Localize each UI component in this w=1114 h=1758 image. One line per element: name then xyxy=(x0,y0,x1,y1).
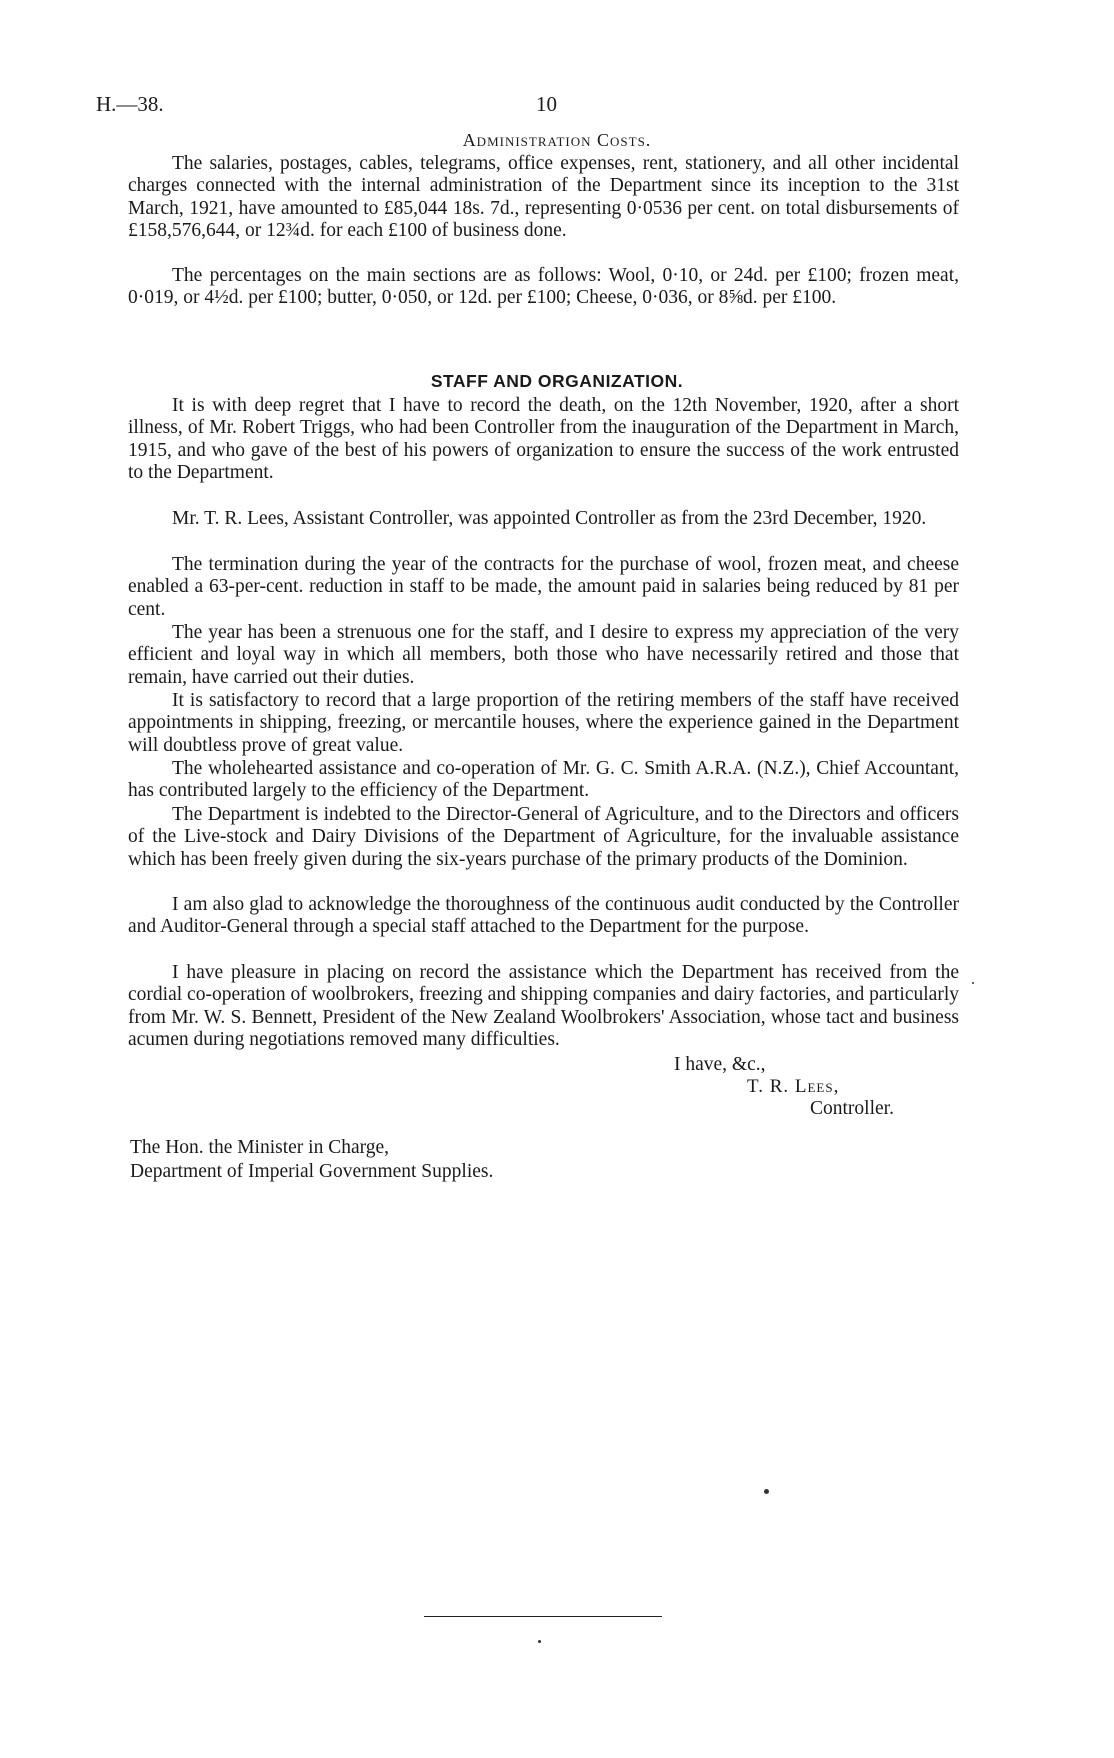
staff-paragraph-1: It is with deep regret that I have to record the death, on the 12th November, 1920, after a short illness, of Mr. Robert Triggs, who had been Controller from the inauguration of the Department in March, 1915, and who gave of the best of his powers of organization to ensure the success of the work entrusted to the Department. xyxy=(128,395,959,484)
page-number: 10 xyxy=(536,92,557,116)
staff-paragraph-5: It is satisfactory to record that a large proportion of the retiring members of the staff have received appointments in shipping, freezing, or mercantile houses, where the experience gained in the Department will doubtless prove of great value. xyxy=(128,690,959,756)
staff-organization-heading: STAFF AND ORGANIZATION. xyxy=(430,371,684,391)
print-speck xyxy=(972,982,974,984)
admin-paragraph-1: The salaries, postages, cables, telegrams, office expenses, rent, stationery, and all other incidental charges connected with the internal administration of the Department since its inception to the 31st March, 1921, have amounted to £85,044 18s. 7d., representing 0·0536 per cent. on total disbursements of £158,576,644, or 12¾d. for each £100 of business done. xyxy=(128,153,959,242)
running-header xyxy=(96,92,966,122)
staff-paragraph-4: The year has been a strenuous one for the staff, and I desire to express my appreciation of the very efficient and loyal way in which all members, both those who have necessarily retired and those that remain, have carried out their duties. xyxy=(128,622,959,688)
staff-paragraph-3: The termination during the year of the contracts for the purchase of wool, frozen meat, and cheese enabled a 63-per-cent. reduction in staff to be made, the amount paid in salaries being reduced by 81 per cent. xyxy=(128,554,959,620)
document-reference: H.—38. xyxy=(96,92,164,116)
staff-paragraph-9: I have pleasure in placing on record the assistance which the Department has received from the cordial co-operation of woolbrokers, freezing and shipping companies and dairy factories, and particularly from Mr. W. S. Bennett, President of the New Zealand Woolbrokers' Association, whose tact and business acumen during negotiations removed many difficulties. xyxy=(128,962,959,1051)
administration-costs-heading: Administration Costs. xyxy=(462,130,652,150)
staff-paragraph-6: The wholehearted assistance and co-operation of Mr. G. C. Smith A.R.A. (N.Z.), Chief Accountant, has contributed largely to the efficiency of the Department. xyxy=(128,758,959,802)
signature-name: T. R. Lees, xyxy=(747,1076,840,1097)
signature-closing: I have, &c., xyxy=(674,1054,766,1075)
addressee-line-1: The Hon. the Minister in Charge, xyxy=(130,1137,390,1158)
print-speck xyxy=(538,1640,541,1643)
signature-title: Controller. xyxy=(810,1098,894,1119)
print-speck xyxy=(764,1489,769,1494)
staff-paragraph-2: Mr. T. R. Lees, Assistant Controller, was appointed Controller as from the 23rd December, 1920. xyxy=(172,508,927,529)
admin-paragraph-2: The percentages on the main sections are as follows: Wool, 0·10, or 24d. per £100; frozen meat, 0·019, or 4½d. per £100; butter, 0·050, or 12d. per £100; Cheese, 0·036, or 8⅝d. per £100. xyxy=(128,265,959,309)
staff-paragraph-8: I am also glad to acknowledge the thoroughness of the continuous audit conducted by the Controller and Auditor-General through a special staff attached to the Department for the purpose. xyxy=(128,894,959,938)
addressee-line-2: Department of Imperial Government Supplies. xyxy=(130,1161,494,1182)
staff-paragraph-7: The Department is indebted to the Director-General of Agriculture, and to the Directors and officers of the Live-stock and Dairy Divisions of the Department of Agriculture, for the invaluable assistance which has been freely given during the six-years purchase of the primary products of the Dominion. xyxy=(128,804,959,870)
closing-rule xyxy=(424,1616,662,1617)
